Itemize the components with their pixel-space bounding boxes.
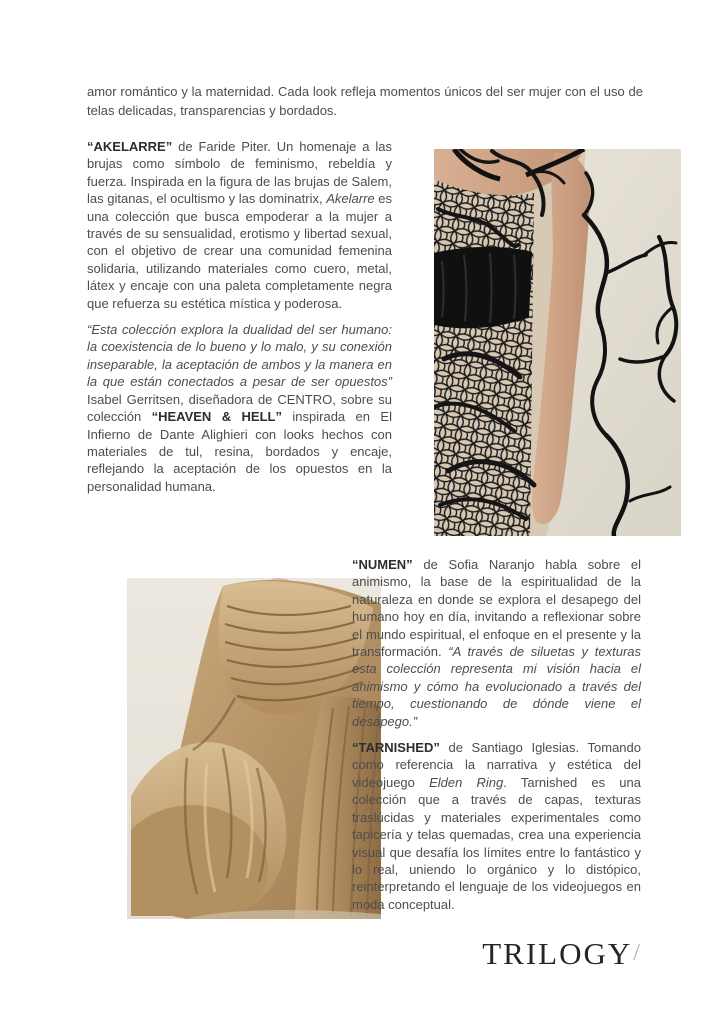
model-branch-dress-illustration (434, 149, 681, 536)
left-text-column (87, 138, 392, 495)
right-text-column (352, 556, 641, 913)
numen-title: “NUMEN” (352, 557, 413, 572)
intro-text: amor romántico y la maternidad. Cada look refleja momentos únicos del ser mujer con el uso de telas delicadas, transparencias y bordados. (87, 84, 643, 118)
draped-fabric-illustration (127, 578, 381, 919)
trilogy-logo (482, 936, 640, 972)
akelarre-text-1: de Faride Piter. Un homenaje a las brujas como símbolo de feminismo, rebeldía y fuerza. Inspirada en la figura de las brujas de Salem, las gitanas, el ocultismo y las dominatrix, (87, 139, 392, 207)
trilogy-logo-text: TRILOGY (482, 936, 633, 971)
heaven-hell-quote: “Esta colección explora la dualidad del ser humano: la coexistencia de lo bueno y lo malo, y su conexión inseparable, la aceptación de ambos y la manera en la que están conectados a pesar de ser opuestos” (87, 322, 392, 390)
akelarre-paragraph (87, 138, 392, 312)
tarnished-title: “TARNISHED” (352, 740, 440, 756)
logo-slash-mark: / (633, 939, 640, 967)
akelarre-text-2: es una colección que busca empoderar a la mujer a través de su sensualidad, erotismo y libertad sexual, con el objetivo de crear una comunidad femenina solidaria, utilizando materiales como cuero, metal, látex y encaje con una paleta completamente negra que refuerza su estética mística y poderosa. (87, 191, 393, 311)
numen-text: de Sofia Naranjo habla sobre el animismo, la base de la espiritualidad de la naturaleza en donde se explora el desapego del humano hoy en día, invitando a reflexionar sobre el mundo espiritual, el enfoque en el presente y la transformación. (352, 557, 641, 660)
numen-fabric-photo (127, 578, 381, 919)
heaven-hell-title: “HEAVEN & HELL” (151, 409, 282, 425)
numen-quote: “A través de siluetas y texturas esta colección representa mi visión hacia el animismo y cómo ha evolucionado a través del tiempo, cuestionando de dónde viene el desapego.” (352, 644, 641, 729)
heaven-hell-attribution: Isabel Gerritsen, diseñadora de CENTRO, sobre su colección (87, 391, 392, 425)
tarnished-text-1: de Santiago Iglesias. Tomando como referencia la narrativa y estética del videojuego (352, 740, 641, 790)
heaven-hell-paragraph (87, 321, 392, 495)
akelarre-collection-name: Akelarre (326, 191, 375, 207)
tarnished-paragraph (352, 739, 641, 913)
tarnished-text-2: . Tarnished es una colección que a través de capas, texturas traslúcidas y materiales experimentales como tapicería y telas quemadas, crea una experiencia visual que desafía los límites entre lo fantástico y lo real, uniendo lo orgánico y lo distópico, reinterpretando el lenguaje de los videojuegos en moda conceptual. (352, 774, 641, 912)
numen-paragraph (352, 556, 641, 730)
akelarre-look-photo (434, 149, 681, 536)
elden-ring-title: Elden Ring (429, 774, 504, 790)
akelarre-title: “AKELARRE” (87, 139, 173, 154)
heaven-hell-text: inspirada en El Infierno de Dante Alighieri con looks hechos con materiales de tul, resina, bordados y encaje, reflejando la aceptación de los opuestos en la personalidad humana. (87, 409, 392, 494)
intro-paragraph (87, 83, 643, 120)
